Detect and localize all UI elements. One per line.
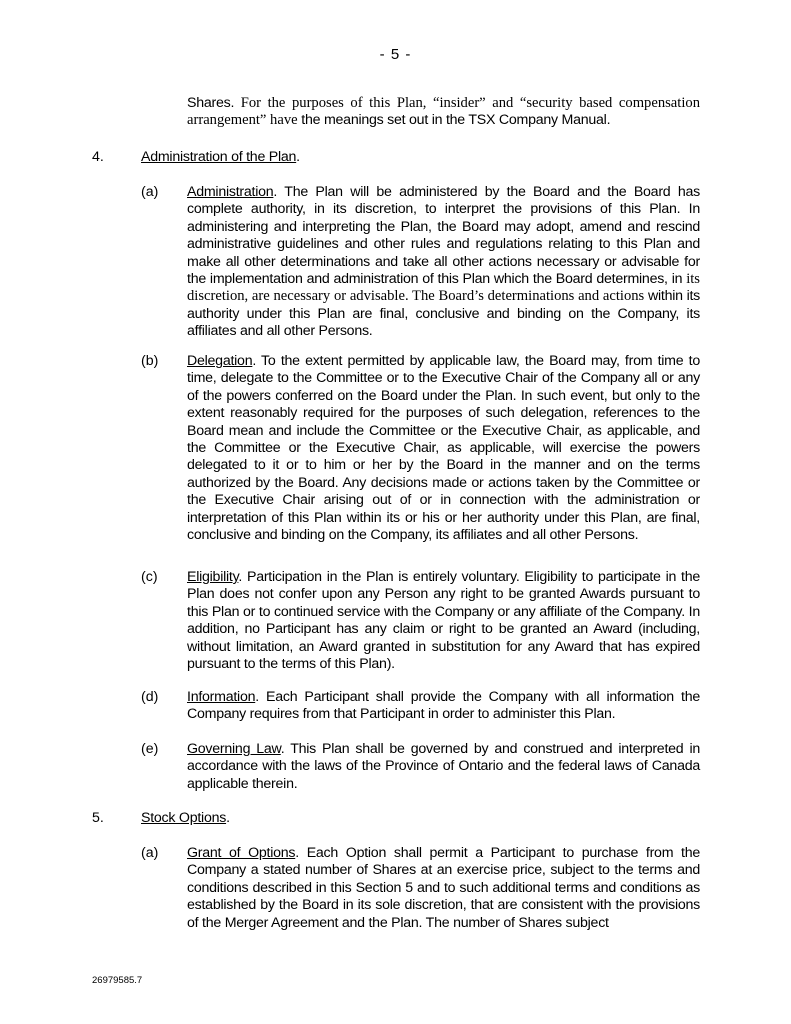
intro-part1: Shares. [187,95,235,111]
item-5a-text: . Each Option shall permit a Participant to purchase from the Company a stated number of Shares at an exercise price, subject to the terms and conditions described in this Section 5 and to such additional terms and conditions as established by the Board in its sole discretion, that are consistent with the provisions of the Merger Agreement and the Plan. The number of Shares subject [187,845,700,931]
item-4d-text: . Each Participant shall provide the Company with all information the Company requires from that Participant in order to administer this Plan. [187,689,700,723]
item-4b-title: Delegation [187,353,253,369]
item-4d-title: Information [187,689,256,705]
item-4d-label: (d) [141,689,159,705]
page-number: - 5 - [379,46,412,63]
intro-part2: For the purposes of this Plan, “insider” and “security based compensation arrangement” have [187,95,700,129]
item-5a-label: (a) [141,845,159,861]
section-5-title: Stock Options [141,810,227,826]
item-4a-title: Administration [187,184,274,200]
item-4c-text: . Participation in the Plan is entirely voluntary. Eligibility to participate in the Plan does not confer upon any Person any right to be granted Awards pursuant to this Plan or to continued service with the Company or any affiliate of the Company. In addition, no Participant has any claim or right to be granted an Award (including, without limitation, an Award granted in substitution for any Award that has expired pursuant to the terms of this Plan). [187,569,700,673]
item-4b-paragraph [187,353,700,544]
item-4e-text: . This Plan shall be governed by and construed and interpreted in accordance with the laws of the Province of Ontario and the federal laws of Canada applicable therein. [187,741,700,792]
intro-part3: the meanings set out in the TSX Company Manual. [297,112,611,129]
intro-paragraph [187,95,700,130]
section-5-heading [141,810,230,827]
item-4a-text2: its discretion, are necessary or advisable. The Board’s determinations and actions [187,271,700,305]
item-4a-paragraph [187,184,700,341]
item-4b-text: . To the extent permitted by applicable law, the Board may, from time to time, delegate to the Committee or to the Executive Chair of the Company all or any of the powers conferred on the Board under the Plan. In such event, but only to the extent reasonably required for the purposes of such delegation, references to the Board mean and include the Committee or the Executive Chair, as applicable, and the Committee or the Executive Chair, as applicable, will exercise the powers delegated to it or to him or her by the Board in the manner and on the terms authorized by the Board. Any decisions made or actions taken by the Committee or the Executive Chair arising out of or in connection with the administration or interpretation of this Plan within its or his or her authority under this Plan, are final, conclusive and binding on the Company, its affiliates and all other Persons. [187,353,700,544]
item-4a-text3: within its authority under this Plan are final, conclusive and binding on the Company, its affiliates and all other Persons. [187,288,701,340]
item-4c-title: Eligibility [187,569,239,585]
section-5-number: 5. [92,810,104,826]
document-id-footer: 26979585.7 [92,975,143,986]
item-4e-paragraph [187,741,700,793]
item-4b-label: (b) [141,353,159,369]
item-5a-title: Grant of Options [187,845,296,861]
section-4-title-end: . [296,149,300,165]
item-4a-text1: . The Plan will be administered by the Board and the Board has complete authority, in its discretion, to interpret the provisions of this Plan. In administering and interpreting the Plan, the Board may adopt, amend and rescind administrative guidelines and other rules and regulations relating to this Plan and make all other determinations and take all other actions necessary or advisable for the implementation and administration of this Plan which the Board determines, in [187,184,700,288]
item-4e-title: Governing Law [187,741,281,757]
item-5a-paragraph [187,845,700,932]
section-4-number: 4. [92,149,104,165]
item-4d-paragraph [187,689,700,724]
item-4a-label: (a) [141,184,159,200]
item-4c-label: (c) [141,569,158,585]
section-4-heading [141,149,300,166]
item-4e-label: (e) [141,741,159,757]
section-4-title: Administration of the Plan [141,149,297,165]
section-5-title-end: . [226,810,230,826]
item-4c-paragraph [187,569,700,673]
